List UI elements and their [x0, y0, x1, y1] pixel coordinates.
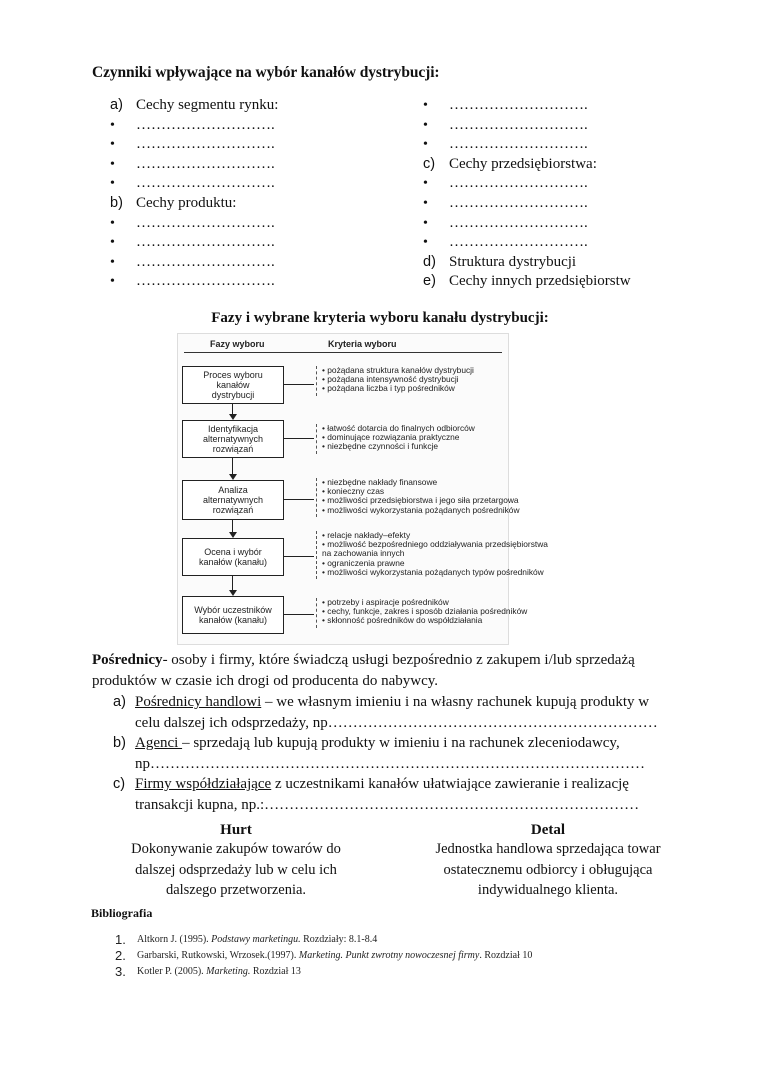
bibliography-entry — [137, 948, 675, 964]
bibliography-author: Altkorn J. (1995). — [137, 934, 212, 945]
criterion-text: • niezbędne nakłady finansowe — [322, 477, 438, 487]
right-factor-text: ………………………. — [449, 116, 588, 133]
phase-line: Identyfikacja — [207, 424, 259, 434]
criteria-bracket — [316, 366, 317, 396]
criteria-bracket — [316, 478, 317, 517]
right-factor-row — [423, 214, 723, 234]
phase-line: kanałów — [216, 380, 250, 390]
bullet-marker: • — [423, 137, 428, 153]
left-factor-row — [110, 135, 410, 155]
bullet-marker: • — [423, 215, 428, 231]
right-factor-row — [423, 116, 723, 136]
intermediaries-definition — [92, 650, 677, 691]
criterion-text: • pożądana liczba i typ pośredników — [322, 383, 455, 394]
left-factor-row — [110, 155, 410, 175]
criterion-text: • potrzeby i aspiracje pośredników — [322, 597, 449, 607]
left-factor-text: ………………………. — [136, 214, 275, 231]
intermediaries-definition-text: - osoby i firmy, które świadczą usługi bezpośrednio z zakupem i/lub sprzedażą produktów w czasie ich drogi od producenta do nabywcy. — [92, 652, 635, 689]
criterion-text: • relacje nakłady–efekty — [322, 530, 411, 540]
left-factor-row — [110, 194, 410, 214]
left-factor-row — [110, 96, 410, 116]
phase-line: Wybór uczestników — [194, 605, 272, 615]
left-factor-text: Cechy segmentu rynku: — [136, 97, 279, 113]
bullet-marker: • — [110, 274, 115, 290]
intermediary-term: Pośrednicy handlowi — [135, 694, 262, 710]
wholesale-block — [116, 822, 356, 901]
bullet-marker: • — [423, 98, 428, 113]
criterion-text: • dominujące rozwiązania praktyczne — [322, 432, 460, 443]
criterion-text: • pożądana struktura kanałów dystrybucji — [322, 365, 474, 375]
criteria-bracket — [316, 424, 317, 454]
phase-line: kanałów (kanału) — [198, 557, 268, 567]
connector-line — [284, 556, 314, 557]
phase-label — [203, 485, 263, 515]
bibliography-book-title: Marketing. Punkt zwrotny nowoczesnej firmy — [298, 950, 480, 961]
phase-line: rozwiązań — [212, 444, 254, 454]
list-letter: e) — [423, 273, 436, 290]
left-factor-text: ………………………. — [136, 273, 275, 290]
flow-arrow — [232, 457, 233, 474]
phase-label — [194, 605, 271, 625]
retail-title: Detal — [530, 822, 566, 838]
retail-block — [424, 822, 672, 901]
phase-line: alternatywnych — [202, 434, 264, 444]
intermediary-text — [135, 733, 673, 774]
criterion-text: • skłonność pośredników do współdziałania — [322, 615, 483, 626]
bullet-marker: • — [110, 137, 115, 153]
channel-selection-diagram — [177, 333, 548, 645]
flow-arrow — [232, 575, 233, 590]
left-factor-text: ………………………. — [136, 136, 275, 153]
main-heading: Czynniki wpływające na wybór kanałów dystrybucji: — [92, 64, 440, 81]
right-factor-text: ………………………. — [449, 97, 588, 113]
bibliography-chapter: Rozdziały: 8.1-8.4 — [300, 934, 378, 945]
left-factor-text: ………………………. — [136, 234, 275, 251]
bibliography-list — [115, 932, 675, 980]
criterion-text: • możliwości wykorzystania pożądanych typów pośredników — [322, 566, 544, 577]
left-factor-row — [110, 233, 410, 253]
connector-line — [284, 384, 314, 385]
right-factor-row — [423, 272, 723, 292]
phase-box — [182, 596, 284, 634]
flow-arrow — [232, 403, 233, 414]
right-factor-row — [423, 174, 723, 194]
bibliography-number: 2. — [115, 948, 126, 963]
right-factor-text: Cechy przedsiębiorstwa: — [449, 155, 597, 172]
criterion-text: • możliwości przedsiębiorstwa i jego siła przetargowa — [322, 495, 519, 506]
phase-box — [182, 366, 284, 404]
right-factor-text: ………………………. — [449, 234, 588, 251]
diagram-col-phases: Fazy wyboru — [210, 339, 265, 349]
diagram-col-criteria: Kryteria wyboru — [328, 339, 397, 349]
intermediary-term: Agenci — [135, 735, 183, 751]
left-factor-text: ………………………. — [136, 175, 275, 192]
intermediary-text — [135, 692, 673, 733]
list-letter: c) — [113, 776, 126, 792]
right-factor-row — [423, 194, 723, 214]
phase-line: Proces wyboru — [203, 370, 263, 380]
connector-line — [284, 438, 314, 439]
phase-box — [182, 480, 284, 520]
left-factor-text: ………………………. — [136, 116, 275, 133]
wholesale-title: Hurt — [220, 822, 252, 838]
right-factor-row — [423, 135, 723, 155]
diagram-header-rule — [184, 352, 502, 353]
right-factor-text: ………………………. — [449, 175, 588, 192]
intermediary-description: – we własnym imieniu i na własny rachunek kupują produkty w celu dalszej ich odsprzedaży, np………………………………………………………… — [135, 694, 658, 731]
phase-box — [182, 538, 284, 576]
criterion-text: • niezbędne czynności i funkcje — [322, 441, 439, 452]
bibliography-title: Bibliografia — [91, 906, 153, 920]
bullet-marker: • — [423, 117, 428, 133]
bullet-marker: • — [423, 195, 428, 211]
left-factor-text: ………………………. — [136, 253, 275, 270]
phase-label — [203, 370, 263, 400]
left-factor-row — [110, 214, 410, 234]
bibliography-number: 3. — [115, 964, 126, 979]
bullet-marker: • — [110, 254, 115, 270]
list-letter: b) — [113, 735, 126, 751]
intermediary-item — [113, 733, 673, 774]
list-letter: d) — [423, 253, 436, 270]
criterion-text: • cechy, funkcje, zakres i sposób działania pośredników — [322, 606, 528, 617]
right-factor-text: Cechy innych przedsiębiorstw — [449, 273, 631, 290]
bullet-marker: • — [110, 156, 115, 172]
right-factor-row — [423, 155, 723, 175]
intermediary-text — [135, 774, 673, 815]
list-letter: a) — [110, 97, 123, 113]
intermediary-description: – sprzedają lub kupują produkty w imieniu i na rachunek zleceniodawcy, np……………………………………………………………………………………… — [135, 735, 645, 772]
intermediaries-list — [113, 692, 673, 815]
right-factor-text: Struktura dystrybucji — [449, 253, 577, 270]
bibliography-author: Kotler P. (2005). — [137, 966, 207, 977]
bullet-marker: • — [423, 176, 428, 192]
left-factor-row — [110, 174, 410, 194]
phase-label — [203, 424, 263, 454]
left-factor-list — [110, 96, 410, 292]
wholesale-text: Dokonywanie zakupów towarów do dalszej odsprzedaży lub w celu ich dalszego przetworzenia. — [131, 841, 341, 898]
criterion-text: • łatwość dotarcia do finalnych odbiorców — [322, 423, 475, 433]
bibliography-book-title: Podstawy marketingu. — [211, 934, 301, 945]
right-factor-list — [423, 96, 723, 292]
bibliography-chapter: Rozdział 13 — [250, 966, 301, 977]
criterion-text: • możliwości wykorzystania pożądanych pośredników — [322, 504, 520, 515]
bibliography-number: 1. — [115, 932, 126, 947]
bibliography-item — [115, 948, 675, 964]
right-factor-text: ………………………. — [449, 136, 588, 153]
phase-line: alternatywnych — [202, 495, 264, 505]
criteria-bracket — [316, 598, 317, 628]
flow-arrow — [232, 519, 233, 532]
right-factor-row — [423, 233, 723, 253]
intermediary-item — [113, 774, 673, 815]
retail-text: Jednostka handlowa sprzedająca towar ostatecznemu odbiorcy i obługująca indywidualnego klienta. — [435, 841, 661, 898]
phase-line: rozwiązań — [212, 505, 254, 515]
criterion-text: • możliwość bezpośredniego oddziaływania przedsiębiorstwa — [322, 539, 548, 550]
right-factor-text: ………………………. — [449, 194, 588, 211]
left-factor-text: Cechy produktu: — [136, 194, 237, 211]
bibliography-entry — [137, 932, 675, 948]
criteria-bracket — [316, 531, 317, 579]
bullet-marker: • — [423, 235, 428, 251]
left-factor-text: ………………………. — [136, 155, 275, 172]
bullet-marker: • — [110, 215, 115, 231]
right-factor-row — [423, 253, 723, 273]
bibliography-item — [115, 932, 675, 948]
left-factor-row — [110, 272, 410, 292]
bibliography-chapter: . Rozdział 10 — [479, 950, 533, 961]
bibliography-item — [115, 964, 675, 980]
phase-box — [182, 420, 284, 458]
left-factor-row — [110, 116, 410, 136]
bibliography-author: Garbarski, Rutkowski, Wrzosek.(1997). — [137, 950, 299, 961]
connector-line — [284, 614, 314, 615]
intermediaries-term: Pośrednicy — [92, 652, 163, 668]
connector-line — [284, 499, 314, 500]
right-factor-text: ………………………. — [449, 214, 588, 231]
bullet-marker: • — [110, 117, 115, 133]
bibliography-book-title: Marketing. — [206, 966, 251, 977]
intermediary-description: z uczestnikami kanałów ułatwiające zawieranie i realizację transakcji kupna, np.:………………………………………………………………… — [135, 776, 640, 813]
list-letter: c) — [423, 155, 436, 172]
phase-label — [199, 547, 267, 567]
intermediary-term: Firmy współdziałające — [135, 776, 272, 792]
phase-line: kanałów (kanału) — [198, 615, 268, 625]
list-letter: b) — [110, 194, 123, 211]
criterion-text: • pożądana intensywność dystrybucji — [322, 374, 459, 385]
bibliography-entry — [137, 964, 675, 980]
bullet-marker: • — [110, 176, 115, 192]
intermediary-item — [113, 692, 673, 733]
phase-line: Analiza — [218, 485, 248, 495]
phase-line: Ocena i wybór — [204, 547, 262, 557]
left-factor-row — [110, 253, 410, 273]
phases-heading: Fazy i wybrane kryteria wyboru kanału dystrybucji: — [211, 310, 549, 326]
right-factor-row — [423, 96, 723, 116]
criterion-text: • ograniczenia prawne — [322, 557, 405, 568]
criterion-text: • konieczny czas — [322, 486, 385, 497]
list-letter: a) — [113, 694, 126, 710]
bullet-marker: • — [110, 235, 115, 251]
criterion-text: na zachowania innych — [322, 548, 405, 559]
phase-line: dystrybucji — [211, 390, 255, 400]
